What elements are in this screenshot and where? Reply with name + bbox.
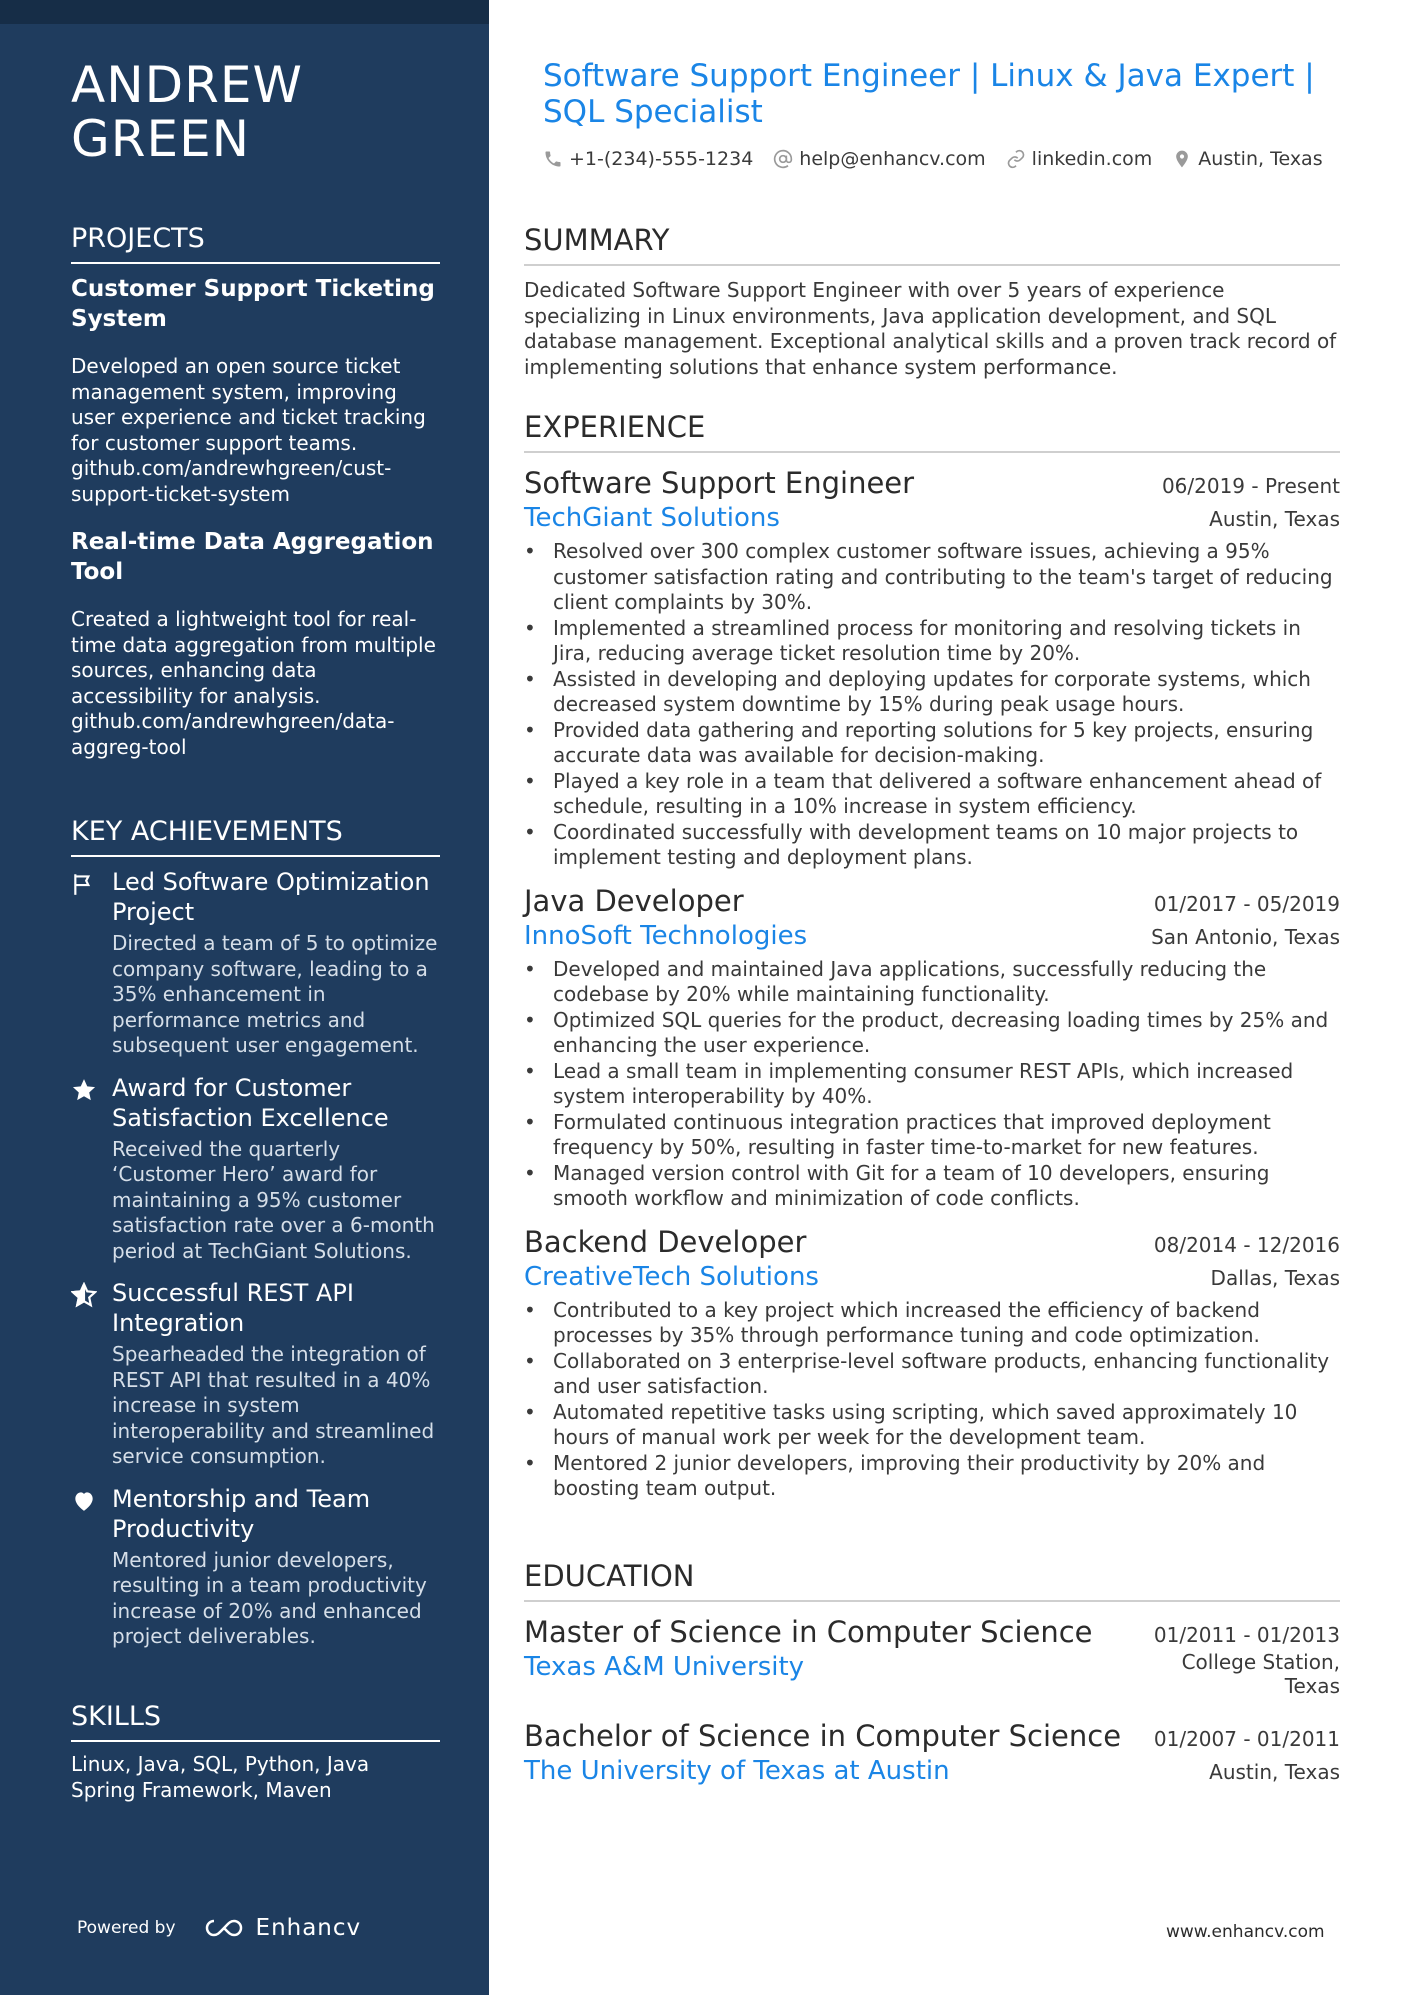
- candidate-name: [71, 58, 451, 166]
- summary-heading: SUMMARY: [524, 222, 1340, 266]
- location-icon: [1172, 149, 1192, 169]
- job-entry: [524, 883, 1340, 1212]
- job-bullet: • Formulated continuous integration practices that improved deployment frequency by 50%, resulting in faster time-to-market for new features.: [524, 1110, 1340, 1161]
- job-bullet: • Coordinated successfully with development teams on 10 major projects to implement testing and deployment plans.: [524, 820, 1340, 871]
- achievement-item: [71, 1484, 440, 1650]
- skills-heading: SKILLS: [71, 1700, 440, 1742]
- achievements-section: [71, 815, 440, 1664]
- projects-section: [71, 222, 440, 780]
- education-dates: 01/2011 - 01/2013: [1153, 1623, 1340, 1647]
- job-location: Austin, Texas: [1209, 507, 1340, 531]
- achievement-item: [71, 1073, 440, 1265]
- projects-heading: PROJECTS: [71, 222, 440, 264]
- achievement-desc: Directed a team of 5 to optimize company software, leading to a 35% enhancement in performance metrics and subsequent user engagement.: [112, 931, 438, 1057]
- school: The University of Texas at Austin: [524, 1756, 950, 1786]
- achievement-title: Mentorship and Team Productivity: [112, 1484, 371, 1543]
- project-title: Real-time Data Aggregation Tool: [71, 529, 434, 585]
- achievements-heading: KEY ACHIEVEMENTS: [71, 815, 440, 857]
- education-heading: EDUCATION: [524, 1558, 1340, 1602]
- achievement-title: Successful REST API Integration: [112, 1279, 354, 1337]
- job-bullet: • Optimized SQL queries for the product, decreasing loading times by 25% and enhancing the user experience.: [524, 1008, 1340, 1059]
- job-bullet: • Assisted in developing and deploying updates for corporate systems, which decreased system downtime by 15% during peak usage hours.: [524, 667, 1340, 718]
- star-icon: [71, 1077, 97, 1103]
- job-company: InnoSoft Technologies: [524, 920, 808, 951]
- job-location: San Antonio, Texas: [1151, 924, 1340, 949]
- enhancv-logo[interactable]: [202, 1915, 362, 1941]
- job-bullet: • Automated repetitive tasks using scripting, which saved approximately 10 hours of manual work per week for the development team.: [524, 1400, 1340, 1451]
- achievement-title: Led Software Optimization Project: [112, 868, 430, 926]
- education-location: Austin, Texas: [1209, 1760, 1340, 1784]
- contact-bar: [543, 148, 1323, 170]
- degree: Master of Science in Computer Science: [524, 1615, 1093, 1649]
- enhancv-brand-name: Enhancv: [255, 1915, 362, 1941]
- education-entry: [524, 1718, 1340, 1788]
- project-title: Customer Support Ticketing System: [71, 276, 435, 332]
- skills-section: [71, 1700, 440, 1803]
- job-dates: 08/2014 - 12/2016: [1153, 1232, 1340, 1257]
- skills-list: Linux, Java, SQL, Python, Java Spring Framework, Maven: [71, 1752, 370, 1802]
- footer-url[interactable]: www.enhancv.com: [1166, 1922, 1325, 1942]
- job-bullet: • Played a key role in a team that delivered a software enhancement ahead of schedule, resulting in a 10% increase in system efficiency.: [524, 769, 1340, 820]
- project-desc: Developed an open source ticket management system, improving user experience and ticket tracking for customer support teams. github.com/andrewhgreen/cust-support-ticket-system: [71, 354, 426, 506]
- powered-by: [77, 1915, 361, 1941]
- job-bullet: • Resolved over 300 complex customer software issues, achieving a 95% customer satisfaction rating and contributing to the team's target of reducing client complaints by 30%.: [524, 539, 1340, 616]
- achievement-item: [71, 1278, 440, 1470]
- achievement-desc: Spearheaded the integration of REST API that resulted in a 40% increase in system interoperability and streamlined service consumption.: [112, 1342, 435, 1468]
- job-bullets: [524, 957, 1340, 1212]
- job-bullet: • Developed and maintained Java applications, successfully reducing the codebase by 20% while maintaining functionality.: [524, 957, 1340, 1008]
- job-title: Java Developer: [524, 883, 744, 918]
- contact-linkedin-text: linkedin.com: [1031, 148, 1153, 170]
- education-dates: 01/2007 - 01/2011: [1153, 1727, 1340, 1751]
- contact-email[interactable]: [773, 148, 985, 170]
- job-entry: [524, 1224, 1340, 1502]
- contact-location: [1172, 148, 1322, 170]
- sidebar: [0, 0, 489, 1995]
- experience-heading: EXPERIENCE: [524, 409, 1340, 453]
- job-location: Dallas, Texas: [1210, 1265, 1340, 1290]
- phone-icon: [543, 149, 563, 169]
- job-dates: 06/2019 - Present: [1161, 474, 1340, 498]
- at-icon: [773, 149, 793, 169]
- project-item: [71, 527, 440, 760]
- project-desc: Created a lightweight tool for real-time data aggregation from multiple sources, enhancing data accessibility for analysis. github.com/andrewhgreen/data-aggreg-tool: [71, 607, 436, 759]
- job-bullet: • Collaborated on 3 enterprise-level software products, enhancing functionality and user satisfaction.: [524, 1349, 1340, 1400]
- job-bullet: • Contributed to a key project which increased the efficiency of backend processes by 35% through performance tuning and code optimization.: [524, 1298, 1340, 1349]
- job-bullet: • Provided data gathering and reporting solutions for 5 key projects, ensuring accurate data was available for decision-making.: [524, 718, 1340, 769]
- contact-phone[interactable]: [543, 148, 753, 170]
- job-bullets: [524, 539, 1340, 871]
- education-entry: [524, 1614, 1340, 1698]
- job-company: CreativeTech Solutions: [524, 1261, 819, 1292]
- job-bullet: • Managed version control with Git for a team of 10 developers, ensuring smooth workflow and minimization of code conflicts.: [524, 1161, 1340, 1212]
- project-item: [71, 274, 440, 507]
- job-title: Software Support Engineer: [524, 466, 915, 500]
- contact-location-text: Austin, Texas: [1198, 148, 1323, 170]
- headline: Software Support Engineer | Linux & Java Expert | SQL Specialist: [543, 58, 1315, 130]
- link-icon: [1006, 149, 1026, 169]
- education-location: College Station, Texas: [1181, 1650, 1340, 1698]
- job-entry: [524, 465, 1340, 871]
- degree: Bachelor of Science in Computer Science: [524, 1719, 1122, 1753]
- summary-section: [524, 222, 1340, 380]
- job-bullet: • Mentored 2 junior developers, improving their productivity by 20% and boosting team output.: [524, 1451, 1340, 1502]
- job-title: Backend Developer: [524, 1224, 807, 1259]
- achievement-item: [71, 867, 440, 1059]
- job-company: TechGiant Solutions: [524, 503, 780, 533]
- experience-section: [524, 409, 1340, 1514]
- last-name: GREEN: [71, 110, 251, 168]
- half-star-icon: [71, 1282, 97, 1308]
- contact-linkedin[interactable]: [1006, 148, 1153, 170]
- achievement-desc: Mentored junior developers, resulting in a team productivity increase of 20% and enhanced project deliverables.: [112, 1547, 427, 1648]
- enhancv-logo-icon: [202, 1917, 246, 1939]
- achievement-desc: Received the quarterly ‘Customer Hero’ award for maintaining a 95% customer satisfaction rate over a 6-month period at TechGiant Solutions.: [112, 1136, 435, 1263]
- powered-by-label: Powered by: [77, 1918, 176, 1938]
- heart-icon: [71, 1488, 97, 1514]
- school: Texas A&M University: [524, 1652, 805, 1682]
- job-bullet: • Lead a small team in implementing consumer REST APIs, which increased system interoperability by 40%.: [524, 1059, 1340, 1110]
- contact-email-text: help@enhancv.com: [799, 148, 986, 170]
- sidebar-top-bar: [0, 0, 489, 24]
- job-dates: 01/2017 - 05/2019: [1153, 891, 1340, 916]
- job-bullet: • Implemented a streamlined process for monitoring and resolving tickets in Jira, reducing average ticket resolution time by 20%.: [524, 616, 1340, 667]
- achievement-title: Award for Customer Satisfaction Excellence: [112, 1073, 389, 1132]
- education-section: [524, 1558, 1340, 1808]
- flag-icon: [71, 871, 97, 897]
- contact-phone-text: +1-(234)-555-1234: [569, 148, 754, 170]
- job-bullets: [524, 1298, 1340, 1502]
- first-name: ANDREW: [71, 56, 303, 114]
- summary-text: Dedicated Software Support Engineer with over 5 years of experience specializing in Linux environments, Java application development, and SQL database management. Exceptional analytical skills and a proven track record of implementing solutions that enhance system performance.: [524, 278, 1337, 379]
